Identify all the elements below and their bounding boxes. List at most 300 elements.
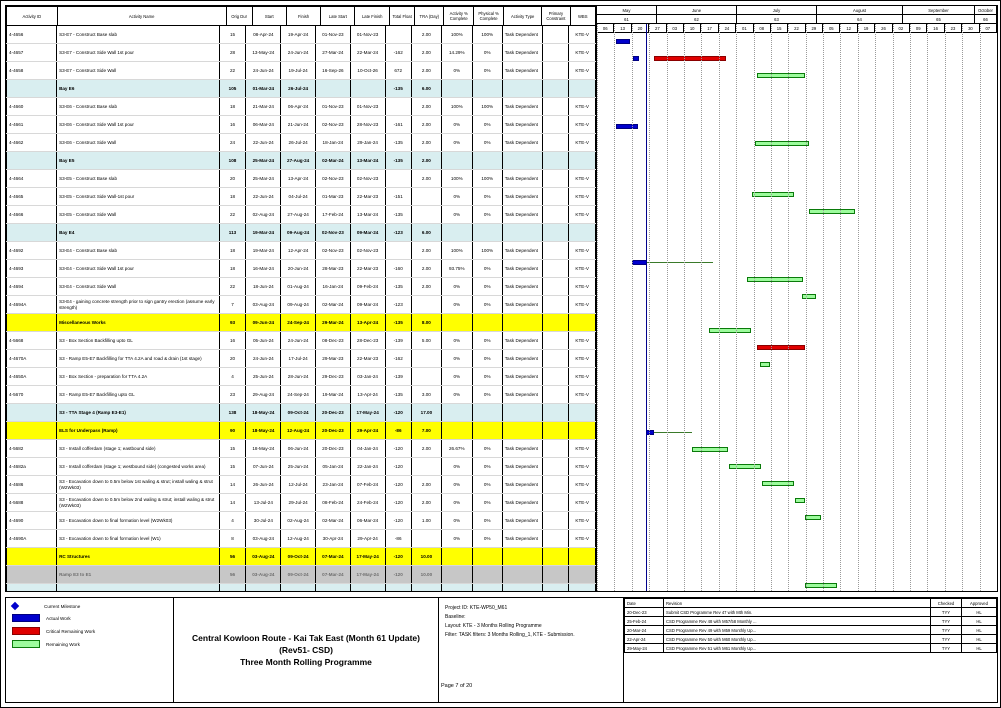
gantt-bar[interactable] bbox=[805, 583, 837, 588]
primary-constraint-cell bbox=[542, 314, 568, 332]
timeline-week: 06 bbox=[597, 24, 614, 32]
late-start-cell: 29-Mar-23 bbox=[316, 350, 351, 368]
start-cell: 25-Mar-24 bbox=[246, 152, 281, 170]
finish-cell: 28-Jun-24 bbox=[281, 368, 316, 386]
total-float-cell: 672 bbox=[385, 62, 411, 80]
activity-id-cell bbox=[7, 404, 57, 422]
physical-pct-cell: 100% bbox=[472, 242, 502, 260]
activity-type-cell: Task Dependent bbox=[502, 44, 542, 62]
gridline bbox=[858, 24, 859, 591]
tra-day-cell: 3.00 bbox=[411, 386, 441, 404]
gantt-bar[interactable] bbox=[755, 141, 809, 146]
col-tra-day: TRA (Day) bbox=[415, 7, 444, 26]
gantt-bar[interactable] bbox=[633, 56, 639, 61]
wbs-cell: KTE-V bbox=[569, 242, 596, 260]
timeline-week: 09 bbox=[910, 24, 927, 32]
timeline-week: 17 bbox=[701, 24, 718, 32]
table-row[interactable] bbox=[7, 224, 596, 242]
activity-pct-cell: 0% bbox=[441, 530, 472, 548]
gridline bbox=[684, 24, 685, 591]
gridline bbox=[840, 24, 841, 591]
total-float-cell: -120 bbox=[385, 548, 411, 566]
primary-constraint-cell bbox=[542, 476, 568, 494]
activity-pct-cell: 0% bbox=[441, 476, 472, 494]
total-float-cell: -120 bbox=[385, 566, 411, 584]
timeline-month: May bbox=[597, 6, 657, 14]
total-float-cell: -162 bbox=[385, 44, 411, 62]
tra-day-cell bbox=[411, 584, 441, 592]
late-finish-cell: 24-Feb-24 bbox=[350, 494, 385, 512]
table-row[interactable] bbox=[7, 494, 596, 512]
timeline-week: 15 bbox=[771, 24, 788, 32]
physical-pct-cell: 0% bbox=[472, 44, 502, 62]
table-row[interactable] bbox=[7, 62, 596, 80]
revision-approved: HL bbox=[962, 626, 997, 635]
activity-name-cell: Miscellaneous Works bbox=[57, 314, 220, 332]
activity-id-cell: 4-4692 bbox=[7, 242, 57, 260]
table-row[interactable] bbox=[7, 44, 596, 62]
activity-name-cell: S3-E4 - gaining concrete strength prior to sign gantry erection (assume early strength) bbox=[57, 296, 220, 314]
tra-day-cell bbox=[411, 368, 441, 386]
revision-approved: HL bbox=[962, 644, 997, 653]
late-finish-cell: 22-Mar-24 bbox=[350, 44, 385, 62]
late-finish-cell bbox=[350, 80, 385, 98]
wbs-cell: KTE-V bbox=[569, 386, 596, 404]
orig-dur-cell: 56 bbox=[219, 566, 246, 584]
activity-type-cell: Task Dependent bbox=[502, 98, 542, 116]
table-row[interactable] bbox=[7, 170, 596, 188]
total-float-cell: -120 bbox=[385, 494, 411, 512]
activity-pct-cell bbox=[441, 80, 472, 98]
actual-bar-icon bbox=[12, 614, 40, 622]
tra-day-cell: 2.00 bbox=[411, 278, 441, 296]
layout: Layout: KTE - 3 Months Rolling Programme bbox=[445, 623, 542, 629]
gantt-bar[interactable] bbox=[654, 432, 692, 433]
primary-constraint-cell bbox=[542, 152, 568, 170]
timeline-week: 16 bbox=[927, 24, 944, 32]
activity-name-cell: S3 - Excavation down to 0.5m below 1st waling & strut; install waling & strut (W2Wk03) bbox=[57, 476, 220, 494]
table-row[interactable] bbox=[7, 134, 596, 152]
orig-dur-cell: 20 bbox=[219, 350, 246, 368]
finish-cell: 09-Oct-24 bbox=[281, 566, 316, 584]
timeline-week: 12 bbox=[840, 24, 857, 32]
wbs-cell bbox=[569, 152, 596, 170]
wbs-cell bbox=[569, 566, 596, 584]
table-row[interactable] bbox=[7, 530, 596, 548]
timeline-week: 20 bbox=[632, 24, 649, 32]
primary-constraint-cell bbox=[542, 350, 568, 368]
col-finish: Finish bbox=[286, 7, 320, 26]
col-physical-pct: Physical % Complete bbox=[474, 7, 504, 26]
orig-dur-cell: 14 bbox=[219, 494, 246, 512]
gantt-bar[interactable] bbox=[805, 515, 821, 520]
finish-cell: 21-Jun-24 bbox=[281, 116, 316, 134]
orig-dur-cell: 23 bbox=[219, 386, 246, 404]
activity-name-cell: S3-E5 - Construct Side Wall bbox=[57, 206, 220, 224]
gridline bbox=[875, 24, 876, 591]
revision-checked: TYY bbox=[931, 608, 962, 617]
tra-day-cell: 10.00 bbox=[411, 548, 441, 566]
total-float-cell: -162 bbox=[385, 350, 411, 368]
wbs-cell: KTE-V bbox=[569, 278, 596, 296]
wbs-cell: KTE-V bbox=[569, 170, 596, 188]
timeline-week: 01 bbox=[736, 24, 753, 32]
col-start: Start bbox=[252, 7, 286, 26]
orig-dur-cell: 18 bbox=[219, 260, 246, 278]
finish-cell: 24-Sep-24 bbox=[281, 386, 316, 404]
physical-pct-cell bbox=[472, 566, 502, 584]
activity-pct-cell: 0% bbox=[441, 206, 472, 224]
late-finish-cell: 28-Nov-23 bbox=[350, 116, 385, 134]
activity-pct-cell: 100% bbox=[441, 26, 472, 44]
late-start-cell: 16-Sep-26 bbox=[316, 62, 351, 80]
wbs-cell: KTE-V bbox=[569, 260, 596, 278]
gantt-bar[interactable] bbox=[729, 464, 761, 469]
gridline bbox=[962, 24, 963, 591]
finish-cell: 20-Jun-24 bbox=[281, 260, 316, 278]
primary-constraint-cell bbox=[542, 134, 568, 152]
activity-type-cell bbox=[502, 80, 542, 98]
wbs-cell bbox=[569, 80, 596, 98]
activity-table[interactable] bbox=[6, 6, 597, 591]
tra-day-cell: 2.00 bbox=[411, 260, 441, 278]
legend bbox=[6, 598, 174, 702]
tra-day-cell: 17.00 bbox=[411, 404, 441, 422]
activity-type-cell: Task Dependent bbox=[502, 26, 542, 44]
gantt-bars-canvas bbox=[597, 6, 997, 591]
activity-table-body[interactable] bbox=[6, 26, 596, 591]
table-row[interactable] bbox=[7, 314, 596, 332]
physical-pct-cell: 0% bbox=[472, 368, 502, 386]
gantt-main-area bbox=[5, 5, 998, 592]
gridline bbox=[945, 24, 946, 591]
physical-pct-cell: 100% bbox=[472, 170, 502, 188]
wbs-cell: KTE-V bbox=[569, 458, 596, 476]
tra-day-cell: 10.00 bbox=[411, 566, 441, 584]
timeline-week: 13 bbox=[614, 24, 631, 32]
activity-type-cell: Task Dependent bbox=[502, 278, 542, 296]
orig-dur-cell: 4 bbox=[219, 512, 246, 530]
table-row[interactable] bbox=[7, 548, 596, 566]
revision-approved: HL bbox=[962, 635, 997, 644]
table-row[interactable] bbox=[7, 80, 596, 98]
gantt-bar[interactable] bbox=[795, 498, 805, 503]
timeline-month-number: 61 bbox=[597, 15, 657, 23]
late-finish-cell: 17-May-24 bbox=[350, 566, 385, 584]
finish-cell: 26-Jul-24 bbox=[281, 80, 316, 98]
gantt-bar[interactable] bbox=[747, 277, 803, 282]
gridline bbox=[649, 24, 650, 591]
orig-dur-cell: 7 bbox=[219, 296, 246, 314]
start-cell: 03-Aug-24 bbox=[246, 530, 281, 548]
header-row bbox=[7, 7, 596, 26]
table-row[interactable] bbox=[7, 332, 596, 350]
activity-id-cell bbox=[7, 548, 57, 566]
gantt-bar[interactable] bbox=[647, 262, 713, 263]
late-start-cell: 02-Nov-23 bbox=[316, 116, 351, 134]
total-float-cell: -139 bbox=[385, 332, 411, 350]
revision-row bbox=[625, 608, 997, 617]
primary-constraint-cell bbox=[542, 332, 568, 350]
activity-name-cell bbox=[57, 584, 220, 592]
primary-constraint-cell bbox=[542, 170, 568, 188]
critical-bar-icon bbox=[12, 627, 40, 635]
gridline bbox=[736, 24, 737, 591]
revision-row bbox=[625, 644, 997, 653]
activity-name-cell: S3-E7 - Construct Side Wall bbox=[57, 62, 220, 80]
revision-table-body bbox=[625, 608, 997, 653]
table-row[interactable] bbox=[7, 242, 596, 260]
physical-pct-cell bbox=[472, 422, 502, 440]
total-float-cell: -135 bbox=[385, 314, 411, 332]
late-start-cell: 02-Mar-24 bbox=[316, 152, 351, 170]
total-float-cell: -120 bbox=[385, 458, 411, 476]
late-start-cell: 02-Nov-23 bbox=[316, 224, 351, 242]
activity-pct-cell bbox=[441, 566, 472, 584]
activity-type-cell: Task Dependent bbox=[502, 530, 542, 548]
activity-pct-cell: 0% bbox=[441, 296, 472, 314]
activity-pct-cell: 0% bbox=[441, 116, 472, 134]
activity-pct-cell: 93.75% bbox=[441, 260, 472, 278]
total-float-cell: -135 bbox=[385, 278, 411, 296]
activity-pct-cell: 0% bbox=[441, 134, 472, 152]
legend-label: Remaining Work bbox=[46, 641, 80, 647]
table-row[interactable] bbox=[7, 368, 596, 386]
activity-pct-cell: 0% bbox=[441, 332, 472, 350]
table-row[interactable] bbox=[7, 566, 596, 584]
late-start-cell bbox=[316, 80, 351, 98]
activity-name-cell: S3-E7 - Construct Base slab bbox=[57, 26, 220, 44]
table-row[interactable] bbox=[7, 206, 596, 224]
tra-day-cell bbox=[411, 296, 441, 314]
start-cell: 03-Aug-24 bbox=[246, 566, 281, 584]
activity-name-cell: Bay E5 bbox=[57, 152, 220, 170]
data-date-line bbox=[646, 24, 647, 591]
baseline: Baseline: bbox=[445, 614, 466, 620]
table-row[interactable] bbox=[7, 116, 596, 134]
total-float-cell: -139 bbox=[385, 368, 411, 386]
start-cell: 19-Mar-24 bbox=[246, 242, 281, 260]
late-finish-cell: 13-Mar-24 bbox=[350, 206, 385, 224]
orig-dur-cell: 16 bbox=[219, 116, 246, 134]
finish-cell bbox=[281, 584, 316, 592]
table-row[interactable] bbox=[7, 404, 596, 422]
wbs-cell: KTE-V bbox=[569, 350, 596, 368]
table-row[interactable] bbox=[7, 188, 596, 206]
revision-text: CSD Programme Rev 50 with M60 Monthly Up... bbox=[664, 635, 931, 644]
primary-constraint-cell bbox=[542, 242, 568, 260]
revision-col-approved: Approved bbox=[962, 599, 997, 608]
physical-pct-cell: 0% bbox=[472, 458, 502, 476]
col-activity-id: Activity ID bbox=[7, 7, 58, 26]
late-finish-cell: 22-Mar-23 bbox=[350, 188, 385, 206]
late-start-cell: 08-Feb-24 bbox=[316, 494, 351, 512]
activity-pct-cell bbox=[441, 314, 472, 332]
title-line-1: Central Kowloon Route - Kai Tak East (Month 61 Update) (Rev51- CSD) bbox=[192, 633, 420, 655]
start-cell: 18-May-24 bbox=[246, 440, 281, 458]
activity-name-cell: S3 - Excavation down to final formation level (W2Wk03) bbox=[57, 512, 220, 530]
late-finish-cell: 22-Jan-24 bbox=[350, 458, 385, 476]
late-finish-cell: 07-Feb-24 bbox=[350, 476, 385, 494]
late-finish-cell: 17-May-24 bbox=[350, 404, 385, 422]
gantt-bar[interactable] bbox=[654, 56, 726, 61]
table-row[interactable] bbox=[7, 584, 596, 592]
start-cell: 29-Aug-24 bbox=[246, 386, 281, 404]
total-float-cell bbox=[385, 26, 411, 44]
timeline-week: 03 bbox=[667, 24, 684, 32]
table-row[interactable] bbox=[7, 476, 596, 494]
table-row[interactable] bbox=[7, 98, 596, 116]
late-finish-cell: 22-Mar-23 bbox=[350, 350, 385, 368]
tra-day-cell bbox=[411, 188, 441, 206]
late-finish-cell: 13-Apr-24 bbox=[350, 314, 385, 332]
activity-name-cell: Bay E4 bbox=[57, 224, 220, 242]
table-row[interactable] bbox=[7, 440, 596, 458]
orig-dur-cell: 20 bbox=[219, 170, 246, 188]
orig-dur-cell: 56 bbox=[219, 548, 246, 566]
wbs-cell: KTE-V bbox=[569, 134, 596, 152]
activity-pct-cell: 26.67% bbox=[441, 440, 472, 458]
wbs-cell bbox=[569, 314, 596, 332]
table-row[interactable] bbox=[7, 350, 596, 368]
late-start-cell: 30-Apr-24 bbox=[316, 530, 351, 548]
timeline-week: 19 bbox=[858, 24, 875, 32]
primary-constraint-cell bbox=[542, 458, 568, 476]
late-start-cell: 23-Jan-24 bbox=[316, 476, 351, 494]
start-cell: 06-Mar-24 bbox=[246, 116, 281, 134]
activity-pct-cell bbox=[441, 422, 472, 440]
table-row[interactable] bbox=[7, 260, 596, 278]
tra-day-cell: 2.00 bbox=[411, 134, 441, 152]
col-orig-dur: Orig Dur bbox=[226, 7, 252, 26]
activity-type-cell bbox=[502, 584, 542, 592]
milestone-icon bbox=[12, 603, 38, 609]
table-row[interactable] bbox=[7, 386, 596, 404]
table-row[interactable] bbox=[7, 422, 596, 440]
wbs-cell: KTE-V bbox=[569, 476, 596, 494]
start-cell: 03-Aug-24 bbox=[246, 548, 281, 566]
activity-id-cell: 4-4694A bbox=[7, 296, 57, 314]
activity-type-cell: Task Dependent bbox=[502, 350, 542, 368]
orig-dur-cell: 22 bbox=[219, 206, 246, 224]
gantt-bar[interactable] bbox=[757, 73, 805, 78]
gridline bbox=[719, 24, 720, 591]
late-finish-cell: 01-Nov-23 bbox=[350, 98, 385, 116]
revision-checked: TYY bbox=[931, 617, 962, 626]
gantt-bar[interactable] bbox=[760, 362, 770, 367]
gridline bbox=[597, 24, 598, 591]
revision-checked: TYY bbox=[931, 635, 962, 644]
activity-type-cell: Task Dependent bbox=[502, 116, 542, 134]
activity-name-cell: S3-E7 - Construct Side Wall 1st pour bbox=[57, 44, 220, 62]
late-start-cell: 29-Dec-23 bbox=[316, 368, 351, 386]
activity-pct-cell: 100% bbox=[441, 170, 472, 188]
revision-table-inner bbox=[624, 598, 997, 653]
activity-id-cell: 4-4658 bbox=[7, 62, 57, 80]
table-row[interactable] bbox=[7, 512, 596, 530]
finish-cell: 25-Jun-24 bbox=[281, 458, 316, 476]
activity-name-cell: S3 - Install cofferdam (stage 1; eastbound side) bbox=[57, 440, 220, 458]
wbs-cell: KTE-V bbox=[569, 440, 596, 458]
primary-constraint-cell bbox=[542, 206, 568, 224]
activity-id-cell bbox=[7, 152, 57, 170]
revision-date: 20-Mar-24 bbox=[625, 626, 664, 635]
activity-pct-cell: 0% bbox=[441, 62, 472, 80]
start-cell: 13-Jul-24 bbox=[246, 494, 281, 512]
gantt-bar[interactable] bbox=[757, 345, 805, 350]
revision-row bbox=[625, 617, 997, 626]
table-row[interactable] bbox=[7, 152, 596, 170]
late-start-cell: 01-Mar-23 bbox=[316, 188, 351, 206]
late-start-cell: 28-Mar-23 bbox=[316, 260, 351, 278]
total-float-cell bbox=[385, 584, 411, 592]
wbs-cell: KTE-V bbox=[569, 188, 596, 206]
late-finish-cell: 29-Jan-24 bbox=[350, 134, 385, 152]
legend-label: Critical Remaining Work bbox=[46, 628, 96, 634]
late-start-cell: 20-Dec-23 bbox=[316, 422, 351, 440]
late-start-cell: 02-Nov-23 bbox=[316, 242, 351, 260]
gantt-bar[interactable] bbox=[692, 447, 728, 452]
gantt-bar[interactable] bbox=[709, 328, 751, 333]
late-start-cell bbox=[316, 584, 351, 592]
activity-pct-cell: 0% bbox=[441, 278, 472, 296]
gantt-bar[interactable] bbox=[802, 294, 816, 299]
tra-day-cell bbox=[411, 458, 441, 476]
activity-type-cell: Task Dependent bbox=[502, 494, 542, 512]
total-float-cell: -120 bbox=[385, 512, 411, 530]
revision-col-date: Date bbox=[625, 599, 664, 608]
table-row[interactable] bbox=[7, 458, 596, 476]
tra-day-cell: 2.00 bbox=[411, 170, 441, 188]
activity-name-cell: S3-E5 - Construct Base slab bbox=[57, 170, 220, 188]
orig-dur-cell: 113 bbox=[219, 224, 246, 242]
wbs-cell bbox=[569, 224, 596, 242]
wbs-cell: KTE-V bbox=[569, 296, 596, 314]
activity-id-cell: 4-4694 bbox=[7, 278, 57, 296]
activity-id-cell: 4-4682a bbox=[7, 458, 57, 476]
tra-day-cell: 2.00 bbox=[411, 44, 441, 62]
activity-id-cell bbox=[7, 566, 57, 584]
late-start-cell: 02-Mar-24 bbox=[316, 296, 351, 314]
tra-day-cell: 2.00 bbox=[411, 242, 441, 260]
gantt-bar[interactable] bbox=[632, 260, 647, 265]
activity-name-cell: S3 - Install cofferdam (stage 1; westbound side) (congested works area) bbox=[57, 458, 220, 476]
gantt-bar[interactable] bbox=[809, 209, 855, 214]
gantt-bar[interactable] bbox=[616, 39, 630, 44]
tra-day-cell: 2.00 bbox=[411, 26, 441, 44]
primary-constraint-cell bbox=[542, 368, 568, 386]
total-float-cell: -135 bbox=[385, 386, 411, 404]
table-row[interactable] bbox=[7, 26, 596, 44]
tra-day-cell bbox=[411, 530, 441, 548]
table-row[interactable] bbox=[7, 278, 596, 296]
activity-pct-cell: 100% bbox=[441, 242, 472, 260]
activity-id-cell: 4-4690A bbox=[7, 530, 57, 548]
start-cell: 25-Mar-24 bbox=[246, 170, 281, 188]
gantt-bar[interactable] bbox=[616, 124, 638, 129]
activity-id-cell: 4-4661 bbox=[7, 116, 57, 134]
total-float-cell: -120 bbox=[385, 440, 411, 458]
activity-name-cell: ELS for Underpass (Ramp) bbox=[57, 422, 220, 440]
gantt-chart[interactable] bbox=[597, 6, 997, 591]
project-id: Project ID: KTE-WP50_M61 bbox=[445, 605, 508, 611]
timeline-month: July bbox=[737, 6, 817, 14]
table-row[interactable] bbox=[7, 296, 596, 314]
activity-name-cell: S3 - Box Section Backfilling upto GL bbox=[57, 332, 220, 350]
finish-cell: 19-Jul-24 bbox=[281, 62, 316, 80]
wbs-cell: KTE-V bbox=[569, 98, 596, 116]
late-start-cell: 01-Nov-23 bbox=[316, 26, 351, 44]
